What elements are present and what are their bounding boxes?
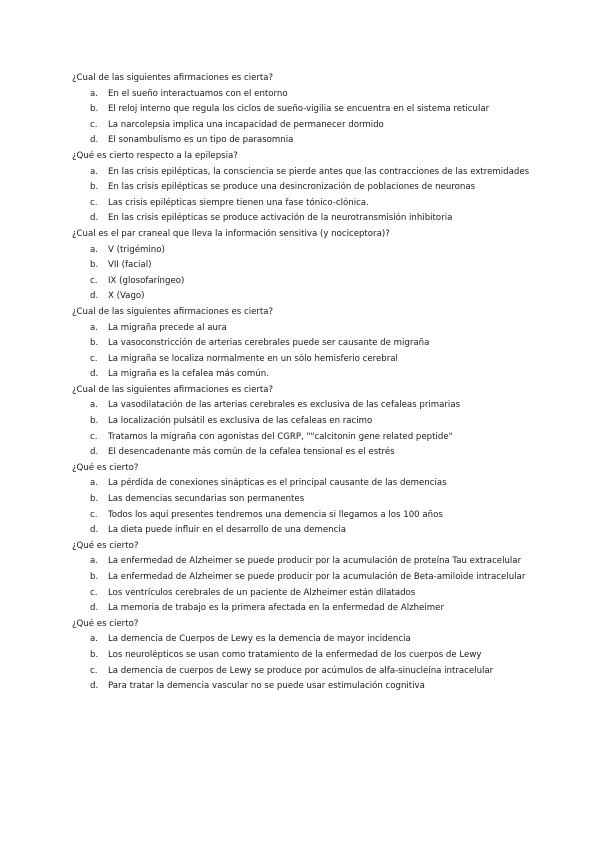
question-block — [72, 383, 542, 461]
option-item — [72, 243, 542, 259]
question-text: ¿Cual de las siguientes afirmaciones es cierta? — [72, 384, 274, 395]
question-text: ¿Cual es el par craneal que lleva la información sensitiva (y nociceptora)? — [72, 228, 390, 239]
option-text: El sonambulismo es un tipo de parasomnia — [108, 135, 294, 146]
option-text: En las crisis epilépticas se produce activación de la neurotransmisión inhibitoria — [108, 213, 453, 224]
option-item — [72, 648, 542, 664]
option-letter: b. — [90, 260, 99, 271]
option-item — [72, 445, 542, 461]
option-item — [72, 570, 542, 586]
question-text: ¿Qué es cierto? — [72, 618, 139, 629]
option-letter: c. — [90, 665, 98, 676]
option-text: Los neurolépticos se usan como tratamiento de la enfermedad de los cuerpos de Lewy — [108, 649, 482, 660]
option-text: La migraña precede al aura — [108, 322, 227, 333]
option-text: El reloj interno que regula los ciclos de sueño-vigilia se encuentra en el sistema reticular — [108, 104, 490, 115]
option-item — [72, 430, 542, 446]
option-text: La memoria de trabajo es la primera afectada en la enfermedad de Alzheimer — [108, 603, 444, 614]
option-letter: b. — [90, 494, 99, 505]
option-text: En el sueño interactuamos con el entorno — [108, 88, 288, 99]
option-text: Tratamos la migraña con agonistas del CGRP, ""calcitonin gene related peptide" — [108, 431, 453, 442]
option-text: El desencadenante más común de la cefalea tensional es el estrés — [108, 447, 395, 458]
option-item — [72, 196, 542, 212]
option-text: Para tratar la demencia vascular no se puede usar estimulación cognitiva — [108, 681, 425, 692]
question-text: ¿Qué es cierto? — [72, 540, 139, 551]
option-letter: b. — [90, 104, 99, 115]
option-letter: c. — [90, 353, 98, 364]
option-item — [72, 632, 542, 648]
option-item — [72, 508, 542, 524]
question-block — [72, 539, 542, 617]
option-item — [72, 601, 542, 617]
option-letter: d. — [90, 447, 99, 458]
question-text: ¿Qué es cierto? — [72, 462, 139, 473]
question-block — [72, 461, 542, 539]
option-item — [72, 523, 542, 539]
option-letter: a. — [90, 478, 98, 489]
option-item — [72, 554, 542, 570]
option-letter: a. — [90, 166, 98, 177]
option-letter: d. — [90, 135, 99, 146]
question-block — [72, 305, 542, 383]
option-item — [72, 258, 542, 274]
option-item — [72, 274, 542, 290]
option-text: La enfermedad de Alzheimer se puede producir por la acumulación de proteína Tau extracelular — [108, 556, 522, 567]
option-item — [72, 211, 542, 227]
option-letter: d. — [90, 525, 99, 536]
option-letter: c. — [90, 197, 98, 208]
options-list — [72, 321, 542, 383]
question-block — [72, 617, 542, 695]
option-text: En las crisis epilépticas, la consciencia se pierde antes que las contracciones de las extremidades — [108, 166, 530, 177]
option-text: La migraña se localiza normalmente en un sólo hemisferio cerebral — [108, 353, 398, 364]
options-list — [72, 632, 542, 694]
option-item — [72, 679, 542, 695]
options-list — [72, 243, 542, 305]
option-letter: b. — [90, 182, 99, 193]
option-letter: a. — [90, 556, 98, 567]
option-text: La demencia de Cuerpos de Lewy es la demencia de mayor incidencia — [108, 634, 411, 645]
option-item — [72, 165, 542, 181]
option-letter: b. — [90, 416, 99, 427]
option-letter: c. — [90, 509, 98, 520]
option-letter: c. — [90, 431, 98, 442]
option-text: IX (glosofaríngeo) — [108, 275, 185, 286]
options-list — [72, 165, 542, 227]
options-list — [72, 476, 542, 538]
option-item — [72, 476, 542, 492]
option-letter: d. — [90, 369, 99, 380]
question-text: ¿Cual de las siguientes afirmaciones es cierta? — [72, 73, 274, 83]
option-letter: d. — [90, 291, 99, 302]
option-text: En las crisis epilépticas se produce una desincronización de poblaciones de neuronas — [108, 182, 476, 193]
option-letter: a. — [90, 400, 98, 411]
option-item — [72, 102, 542, 118]
option-letter: c. — [90, 119, 98, 130]
option-text: La migraña es la cefalea más común. — [108, 369, 269, 380]
option-letter: b. — [90, 338, 99, 349]
option-letter: d. — [90, 213, 99, 224]
option-text: V (trigémino) — [108, 244, 165, 255]
question-list — [72, 71, 542, 695]
option-text: Las crisis epilépticas siempre tienen una fase tónico-clónica. — [108, 197, 369, 208]
option-item — [72, 180, 542, 196]
options-list — [72, 398, 542, 460]
option-text: Todos los aquí presentes tendremos una demencia si llegamos a los 100 años — [108, 509, 443, 520]
option-item — [72, 118, 542, 134]
option-text: La narcolepsia implica una incapacidad de permanecer dormido — [108, 119, 384, 130]
option-letter: a. — [90, 322, 98, 333]
option-letter: c. — [90, 275, 98, 286]
question-block — [72, 227, 542, 305]
option-letter: a. — [90, 244, 98, 255]
option-item — [72, 398, 542, 414]
option-item — [72, 87, 542, 103]
option-item — [72, 352, 542, 368]
option-text: VII (facial) — [108, 260, 152, 271]
options-list — [72, 554, 542, 616]
question-block — [72, 71, 542, 149]
option-text: La vasodilatación de las arterias cerebrales es exclusiva de las cefaleas primarias — [108, 400, 461, 411]
option-text: La demencia de cuerpos de Lewy se produce por acúmulos de alfa-sinucleína intracelular — [108, 665, 494, 676]
option-item — [72, 414, 542, 430]
option-text: X (Vago) — [108, 291, 145, 302]
option-item — [72, 492, 542, 508]
option-item — [72, 336, 542, 352]
option-letter: a. — [90, 88, 98, 99]
option-letter: b. — [90, 572, 99, 582]
question-text: ¿Cual de las siguientes afirmaciones es cierta? — [72, 306, 274, 317]
option-letter: b. — [90, 649, 99, 660]
option-text: La pérdida de conexiones sinápticas es el principal causante de las demencias — [108, 478, 447, 489]
option-item — [72, 289, 542, 305]
option-letter: c. — [90, 587, 98, 598]
option-item — [72, 586, 542, 602]
option-text: La vasoconstricción de arterias cerebrales puede ser causante de migraña — [108, 338, 430, 349]
option-text: La dieta puede influir en el desarrollo de una demencia — [108, 525, 346, 536]
options-list — [72, 87, 542, 149]
question-block — [72, 149, 542, 227]
option-text: La enfermedad de Alzheimer se puede producir por la acumulación de Beta-amiloide intracelular — [108, 572, 526, 582]
question-text: ¿Qué es cierto respecto a la epilepsia? — [72, 150, 238, 161]
option-text: La localización pulsátil es exclusiva de las cefaleas en racimo — [108, 416, 373, 427]
option-text: Las demencias secundarias son permanentes — [108, 494, 305, 505]
option-item — [72, 664, 542, 680]
option-item — [72, 367, 542, 383]
option-letter: a. — [90, 634, 98, 645]
option-letter: d. — [90, 681, 99, 692]
option-letter: d. — [90, 603, 99, 614]
option-item — [72, 133, 542, 149]
option-item — [72, 321, 542, 337]
option-text: Los ventrículos cerebrales de un paciente de Alzheimer están dilatados — [108, 587, 416, 598]
